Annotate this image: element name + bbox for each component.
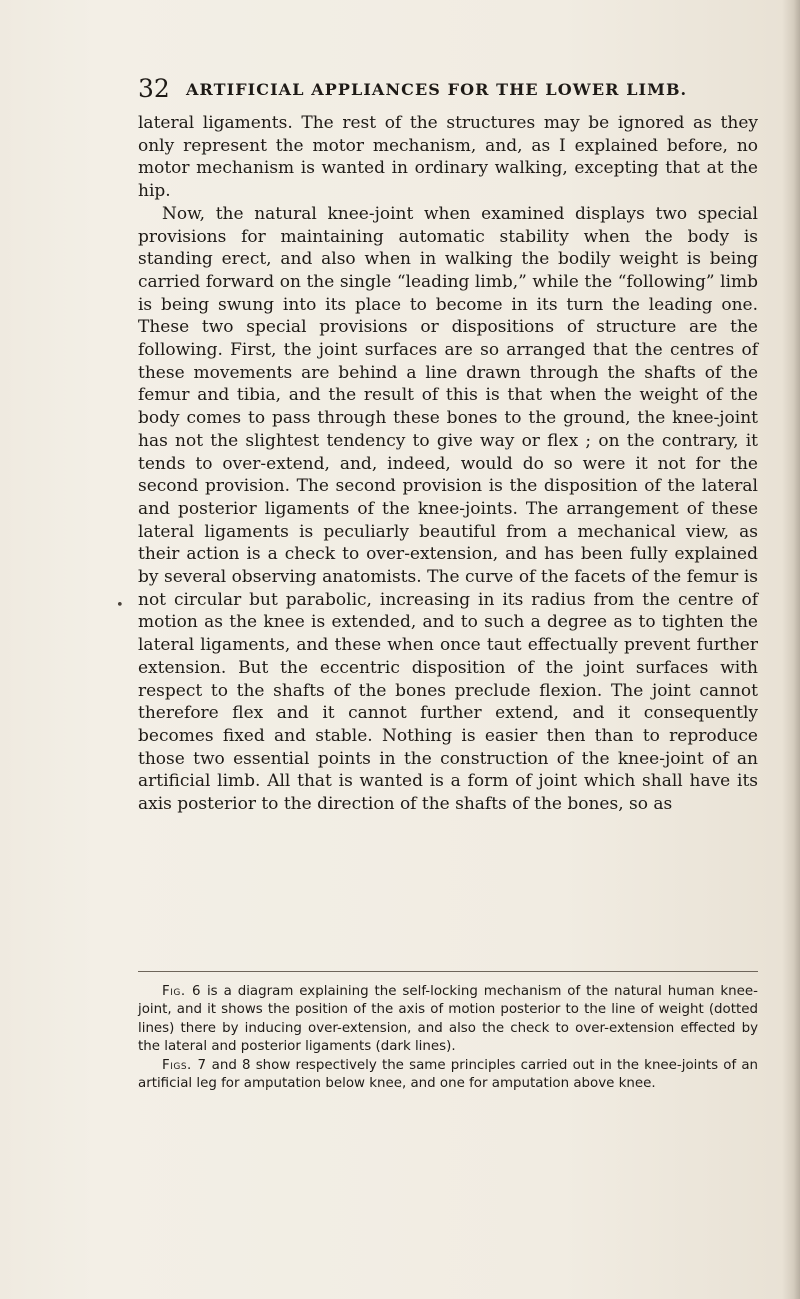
caption-fig-6 (138, 983, 758, 1057)
page-header (138, 74, 758, 106)
body-paragraph-2: Now, the natural knee-joint when examined displays two special provisions for maintaining automatic stability when the body is standing erect, and also when in walking the bodily weight is being carried forward on the single “leading limb,” while the “following” limb is being swung into its place to become in its turn the leading one. These two special provisions or dispositions of structure are the following. First, the joint surfaces are so arranged that the centres of these movements are behind a line drawn through the shafts of the femur and tibia, and the result of this is that when the weight of the body comes to pass through these bones to the ground, the knee-joint has not the slightest tendency to give way or flex ; on the contrary, it tends to over-extend, and, indeed, would do so were it not for the second provision. The second provision is the disposition of the lateral and posterior ligaments of the knee-joints. The arrangement of these lateral ligaments is peculiarly beautiful from a mechanical view, as their action is a check to over-extension, and has been fully explained by several observing anatomists. The curve of the facets of the femur is not circular but parabolic, increasing in its radius from the centre of motion as the knee is extended, and to such a degree as to tighten the lateral ligaments, and these when once taut effectually prevent further extension. But the eccentric disposition of the joint surfaces with respect to the shafts of the bones preclude flexion. The joint cannot therefore flex and it cannot further extend, and it consequently becomes fixed and stable. Nothing is easier then than to reproduce those two essential points in the construction of the knee-joint of an artificial limb. All that is wanted is a form of joint which shall have its axis posterior to the direction of the shafts of the bones, so as (138, 203, 758, 815)
figure-captions (138, 983, 758, 1093)
body-paragraph-1: lateral ligaments. The rest of the structures may be ignored as they only represent the motor mechanism, and, as I explained before, no motor mechanism is wanted in ordinary walking, excepting that at the hip. (138, 113, 758, 202)
page-number: 32 (138, 74, 170, 103)
caption-divider (138, 971, 758, 972)
caption-fig-6-label: Fig. 6 (162, 984, 202, 999)
caption-figs-7-8 (138, 1057, 758, 1094)
caption-figs-7-8-text: and 8 show respectively the same principles carried out in the knee-joints of an artificial leg for amputation below knee, and one for amputation above knee. (138, 1057, 759, 1092)
page-edge-shadow (782, 0, 800, 1299)
caption-fig-6-text: is a diagram explaining the self-locking mechanism of the natural human knee-joint, and it shows the position of the axis of motion posterior to the line of weight (dotted lines) there by inducing over-extension, and also the check to over-extension effected by the lateral and posterior ligaments (dark lines). (138, 984, 758, 1055)
caption-figs-7-8-label: Figs. 7 (162, 1057, 207, 1073)
body-text (138, 112, 758, 816)
running-head: ARTIFICIAL APPLIANCES FOR THE LOWER LIMB. (186, 80, 688, 99)
margin-mark: • (116, 598, 124, 613)
